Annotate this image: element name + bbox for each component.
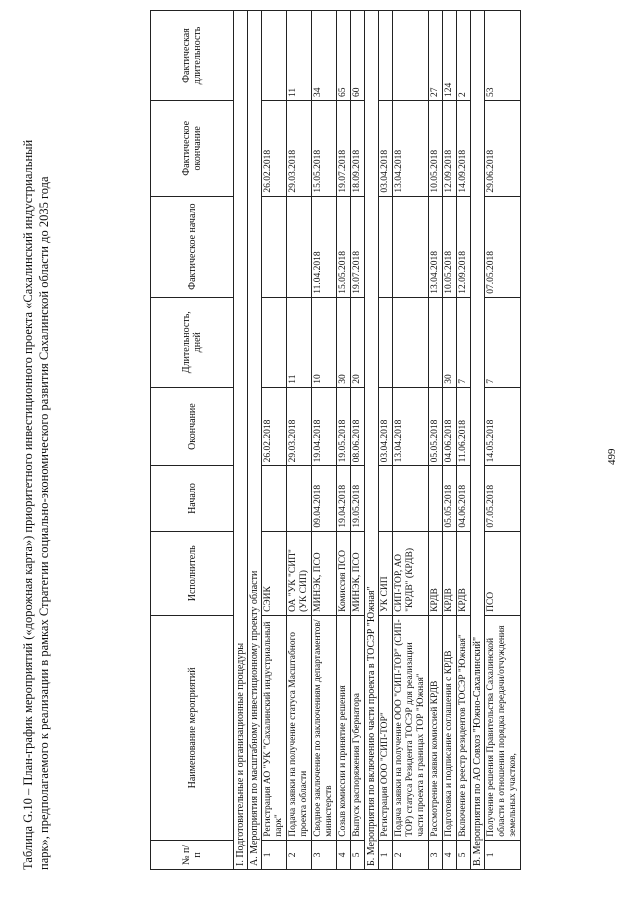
table-cell: 19.04.2018 <box>312 387 337 466</box>
table-cell: 19.07.2018 <box>337 101 351 197</box>
table-cell: 03.04.2018 <box>379 101 393 197</box>
table-cell: 124 <box>443 11 457 101</box>
table-cell: 11.06.2018 <box>457 387 471 466</box>
table-cell: 27 <box>429 11 443 101</box>
table-cell: 13.04.2018 <box>429 196 443 297</box>
table-cell: Включение в реестр резидентов ТОСЭР "Южная" <box>457 615 471 840</box>
table-cell: 10.05.2018 <box>429 101 443 197</box>
table-cell: 12.09.2018 <box>443 101 457 197</box>
table-cell: 65 <box>337 11 351 101</box>
table-cell: УК СИП <box>379 531 393 615</box>
table-cell: Сводное заключение по заключениям департаментов/министерств <box>312 615 337 840</box>
table-cell: МИНЭК, ПСО <box>312 531 337 615</box>
table-cell: Регистрация ООО "СИП-ТОР" <box>379 615 393 840</box>
section-title: В. Мероприятия по АО Совхоз "Южно-Сахалинский" <box>471 11 485 870</box>
table-cell: 2 <box>393 840 429 869</box>
table-cell: 09.04.2018 <box>312 466 337 531</box>
column-header: № п/п <box>151 840 234 869</box>
table-cell <box>379 11 393 101</box>
table-cell: Получение решения Правительства Сахалинской области в отношении порядка передачи/отчуждения земельных участков, <box>485 615 521 840</box>
table-caption <box>20 40 52 870</box>
table-cell <box>262 11 287 101</box>
section-title: I. Подготовительные и организационные процедуры <box>234 11 248 870</box>
table-cell: КРДВ <box>429 531 443 615</box>
table-cell: 07.05.2018 <box>485 466 521 531</box>
table-cell: 29.06.2018 <box>485 101 521 197</box>
table-cell: 13.04.2018 <box>393 387 429 466</box>
table-cell: ПСО <box>485 531 521 615</box>
table-cell: 04.06.2018 <box>443 387 457 466</box>
table-row <box>287 11 312 870</box>
table-cell: 19.05.2018 <box>337 387 351 466</box>
table-cell <box>287 196 312 297</box>
table-cell: 12.09.2018 <box>457 196 471 297</box>
table-cell: 2 <box>457 11 471 101</box>
table-cell: 13.04.2018 <box>393 101 429 197</box>
column-header: Длительность, дней <box>151 297 234 387</box>
table-cell: 2 <box>287 840 312 869</box>
table-cell: 19.07.2018 <box>351 196 365 297</box>
table-cell: 10.05.2018 <box>443 196 457 297</box>
table-cell: 15.05.2018 <box>337 196 351 297</box>
column-header: Фактическое начало <box>151 196 234 297</box>
table-cell <box>393 297 429 387</box>
table-cell <box>262 466 287 531</box>
table-row <box>351 11 365 870</box>
table-cell: 5 <box>351 840 365 869</box>
table-cell <box>262 297 287 387</box>
table-row <box>429 11 443 870</box>
section-row <box>365 11 379 870</box>
table-cell: 26.02.2018 <box>262 387 287 466</box>
table-cell <box>393 196 429 297</box>
table-cell: 3 <box>429 840 443 869</box>
table-cell: 03.04.2018 <box>379 387 393 466</box>
section-title: А. Мероприятия по масштабному инвестиционному проекту области <box>248 11 262 870</box>
column-header: Наименование мероприятий <box>151 615 234 840</box>
table-cell <box>393 466 429 531</box>
table-cell: 15.05.2018 <box>312 101 337 197</box>
table-cell <box>379 196 393 297</box>
page-number: 499 <box>606 448 618 465</box>
table-row <box>485 11 521 870</box>
table-body <box>234 11 521 870</box>
caption-line-2: парк», предполагаемого к реализации в рамках Стратегии социально-экономического развития Сахалинской области до 2035 года <box>37 176 51 870</box>
table-cell: 30 <box>337 297 351 387</box>
table-cell <box>393 11 429 101</box>
table-cell: 10 <box>312 297 337 387</box>
table-row <box>443 11 457 870</box>
roadmap-table <box>150 10 521 870</box>
table-cell: 19.04.2018 <box>337 466 351 531</box>
table-cell: 04.06.2018 <box>457 466 471 531</box>
column-header: Начало <box>151 466 234 531</box>
table-cell: 11 <box>287 11 312 101</box>
table-cell: Подача заявки на получение ООО "СИП-ТОР" (СИП-ТОР) статуса Резидента ТОСЭР для реализации части проекта в границах ТОР "Южная" <box>393 615 429 840</box>
table-cell: Подготовка и подписание соглашения с КРДВ <box>443 615 457 840</box>
section-row <box>234 11 248 870</box>
table-row <box>262 11 287 870</box>
table-cell <box>429 466 443 531</box>
table-cell: 08.06.2018 <box>351 387 365 466</box>
table-cell: Рассмотрение заявки комиссией КРДВ <box>429 615 443 840</box>
section-row <box>248 11 262 870</box>
table-cell: 4 <box>337 840 351 869</box>
table-cell: 60 <box>351 11 365 101</box>
table-row <box>457 11 471 870</box>
section-title: Б. Мероприятия по включению части проекта в ТОСЭР "Южная" <box>365 11 379 870</box>
table-cell: 1 <box>379 840 393 869</box>
table-cell: 5 <box>457 840 471 869</box>
header-row <box>151 11 234 870</box>
column-header: Исполнитель <box>151 531 234 615</box>
table-cell: 05.05.2018 <box>429 387 443 466</box>
table-cell: 14.09.2018 <box>457 101 471 197</box>
table-cell: 05.05.2018 <box>443 466 457 531</box>
table-cell: 3 <box>312 840 337 869</box>
table-cell: 11.04.2018 <box>312 196 337 297</box>
table-cell <box>287 466 312 531</box>
table-cell <box>379 297 393 387</box>
table-cell: ОА "УК "СИП" (УК СИП) <box>287 531 312 615</box>
table-cell: 1 <box>485 840 521 869</box>
section-row <box>471 11 485 870</box>
table-row <box>379 11 393 870</box>
table-cell: 18.09.2018 <box>351 101 365 197</box>
table-cell <box>429 297 443 387</box>
table-cell: 7 <box>485 297 521 387</box>
column-header: Окончание <box>151 387 234 466</box>
table-cell: 29.03.2018 <box>287 101 312 197</box>
table-cell: 20 <box>351 297 365 387</box>
column-header: Фактическая длительность <box>151 11 234 101</box>
table-cell: 34 <box>312 11 337 101</box>
table-cell: КРДВ <box>457 531 471 615</box>
table-cell: 19.05.2018 <box>351 466 365 531</box>
table-cell: Комиссия ПСО <box>337 531 351 615</box>
table-cell: 29.03.2018 <box>287 387 312 466</box>
table-cell <box>262 196 287 297</box>
table-cell: КРДВ <box>443 531 457 615</box>
table-cell: 07.05.2018 <box>485 196 521 297</box>
table-cell: 53 <box>485 11 521 101</box>
table-cell: 7 <box>457 297 471 387</box>
table-cell <box>379 466 393 531</box>
table-cell: Регистрация АО "УК "Сахалинский индустриальный парк" <box>262 615 287 840</box>
table-cell: МИНЭК, ПСО <box>351 531 365 615</box>
table-cell: Выпуск распоряжения Губернатора <box>351 615 365 840</box>
table-cell: 11 <box>287 297 312 387</box>
table-cell: 30 <box>443 297 457 387</box>
table-row <box>393 11 429 870</box>
table-cell: 1 <box>262 840 287 869</box>
table-row <box>312 11 337 870</box>
table-cell: 26.02.2018 <box>262 101 287 197</box>
table-cell: 4 <box>443 840 457 869</box>
table-cell: Созыв комиссии и принятие решения <box>337 615 351 840</box>
table-row <box>337 11 351 870</box>
column-header: Фактическое окончание <box>151 101 234 197</box>
table-cell: Подача заявки на получение статуса Масштабного проекта области <box>287 615 312 840</box>
table-cell: 14.05.2018 <box>485 387 521 466</box>
table-cell: СЭИК <box>262 531 287 615</box>
caption-line-1: Таблица G.10 – План-график мероприятий («дорожная карта») приоритетного инвестиционного проекта «Сахалинский индустриальный <box>21 139 35 870</box>
table-cell: СИП-ТОР, АО "КРДВ" (КРДВ) <box>393 531 429 615</box>
